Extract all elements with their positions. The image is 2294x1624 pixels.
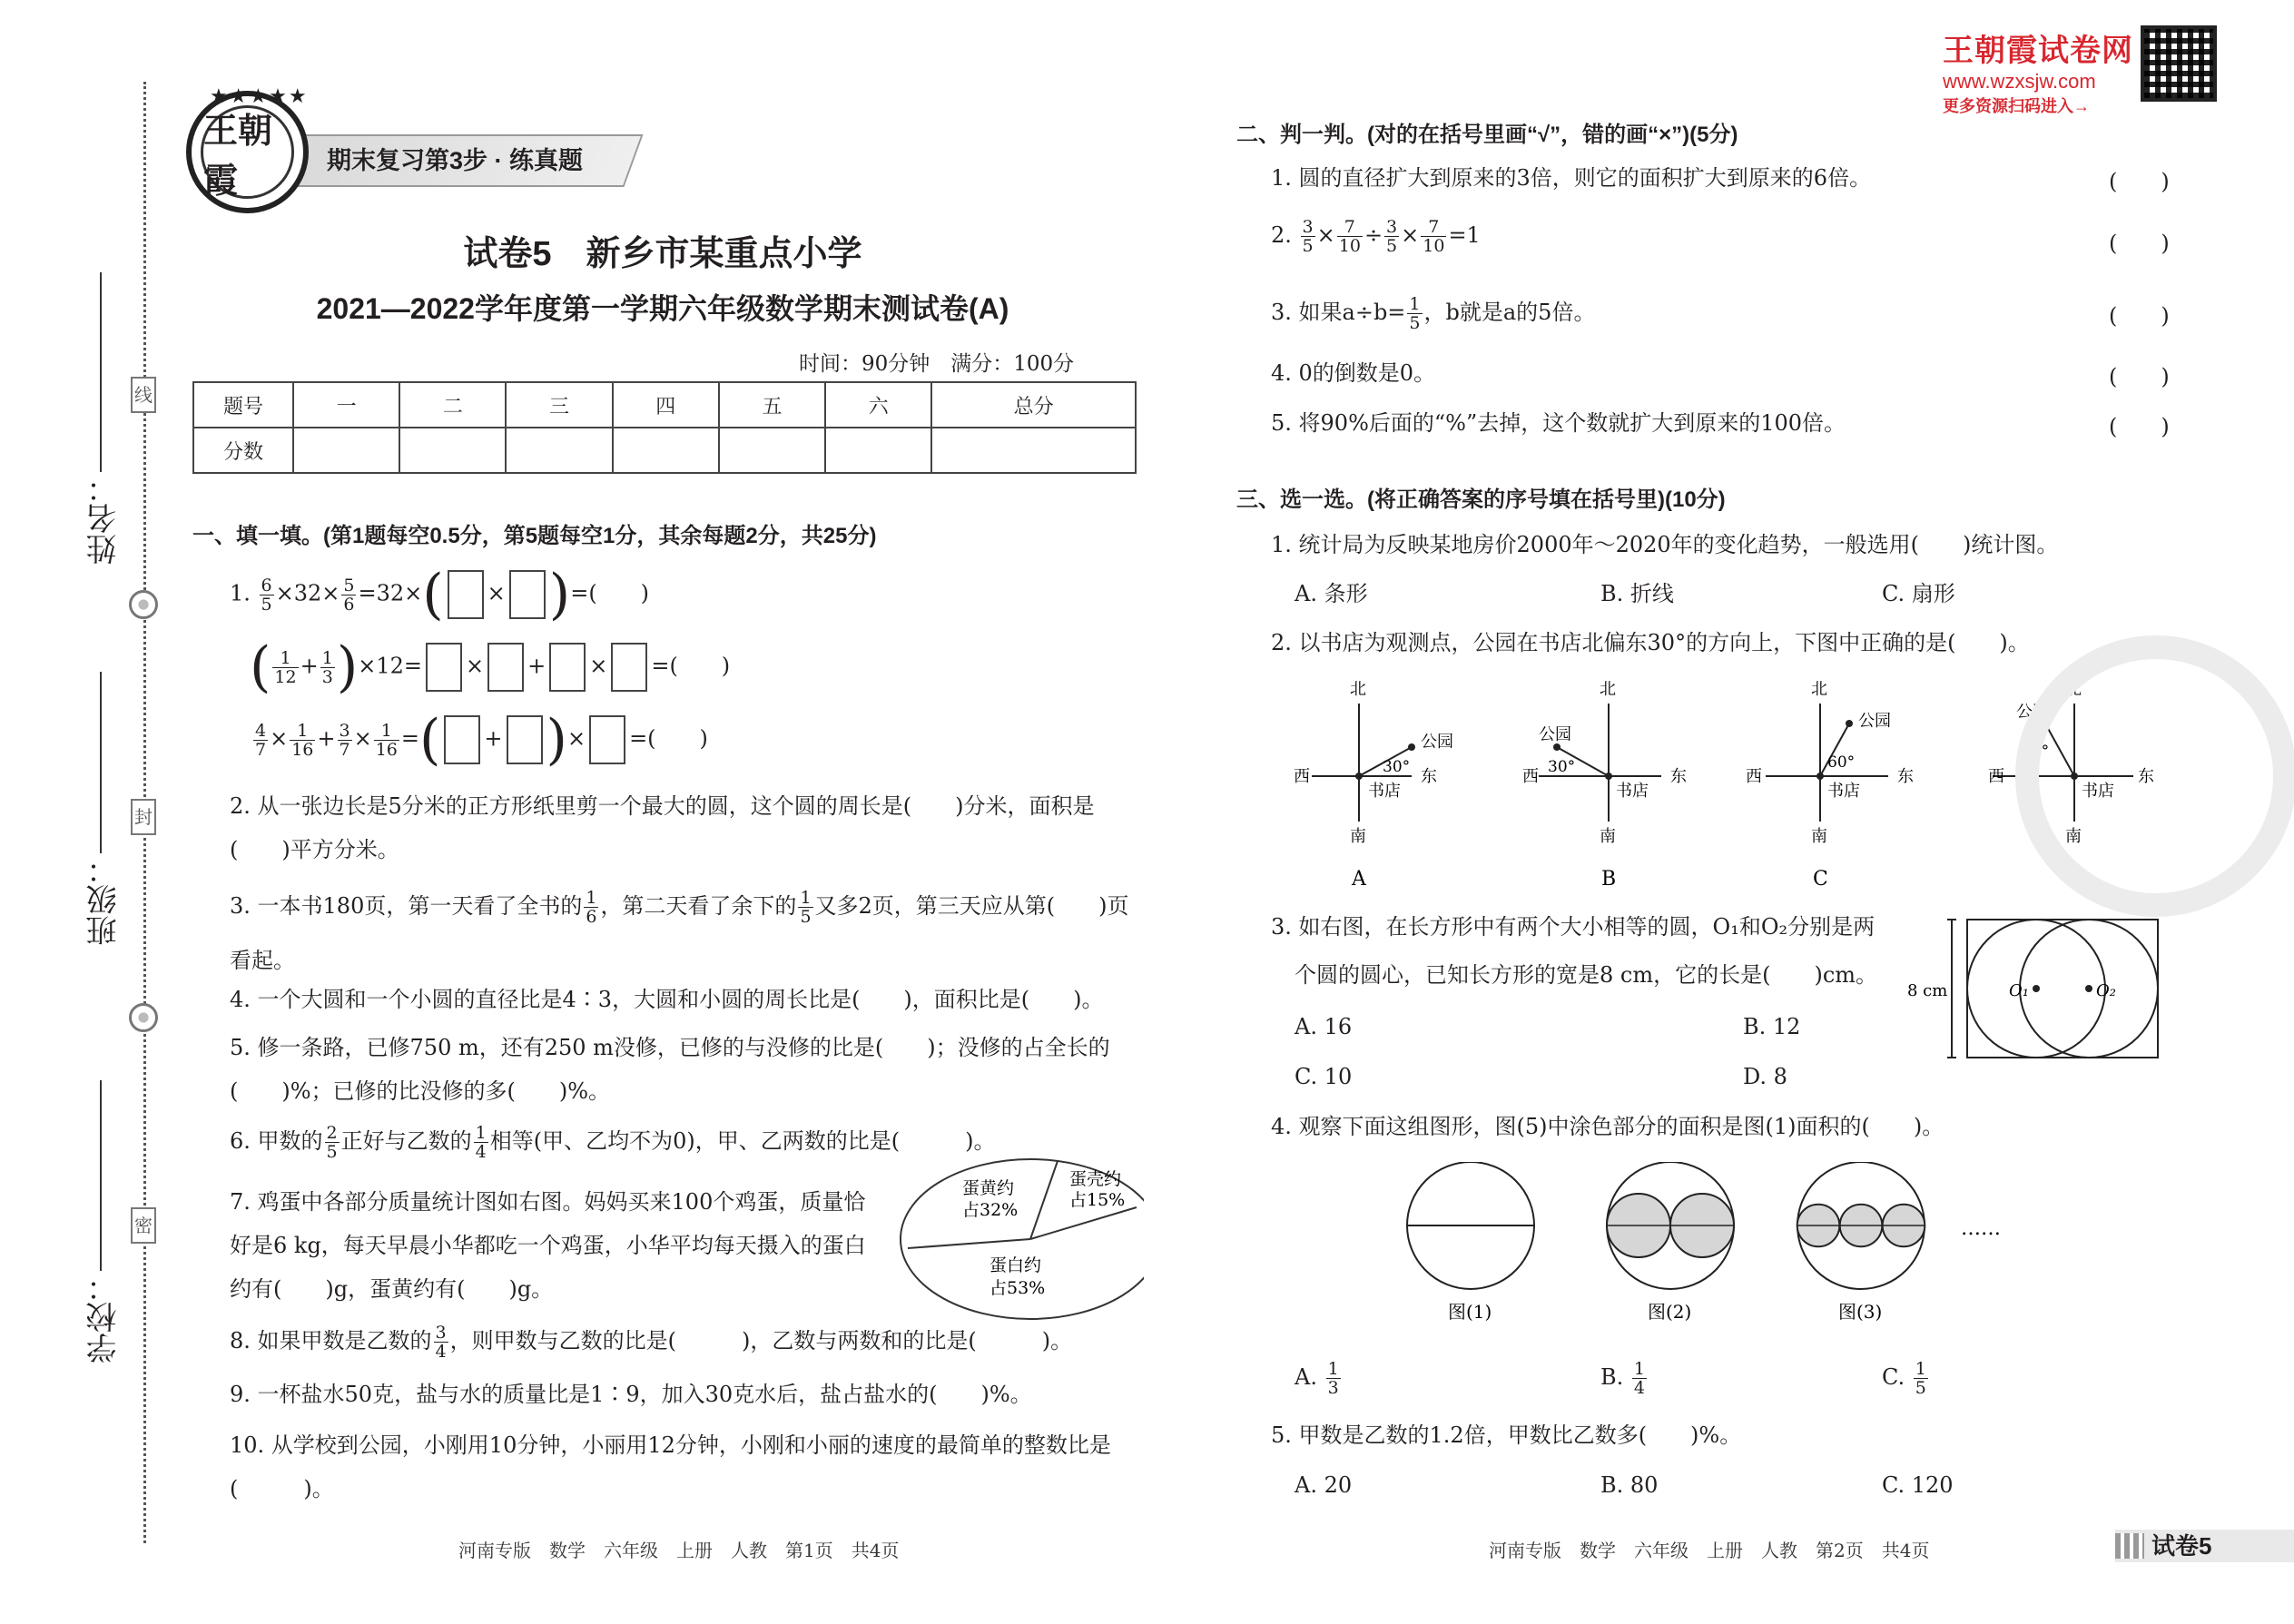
judge-q3: 3. 如果a÷b= $\frac{1}{5}$ ，b就是a的5倍。 [1271, 294, 1596, 333]
paper-subtitle: 2021—2022学年度第一学期六年级数学期末测试卷(A) [316, 292, 1009, 325]
svg-text:O₂: O₂ [2096, 981, 2116, 1000]
choice-q1-opt-c[interactable]: C. 扇形 [1882, 581, 1955, 606]
score-cell: 二 [399, 382, 506, 428]
figure-ellipsis: …… [1961, 1217, 2001, 1240]
svg-text:南: 南 [2065, 827, 2082, 846]
watermark-stamp-icon [2015, 635, 2294, 917]
paper-number-tab: 试卷5 [2115, 1530, 2294, 1562]
q5: 5. 修一条路，已修750 m，还有250 m没修，已修的与没修的比是( )；没修的占全长的( )%；已修的比没修的多( )%。 [230, 1035, 1110, 1104]
choice-q4-opt-c[interactable]: C. $\frac{1}{5}$ [1882, 1359, 1926, 1398]
choice-q1-opt-b[interactable]: B. 折线 [1600, 581, 1674, 606]
section2-heading: 二、判一判。(对的在括号里画“√”，错的画“×”)(5分) [1236, 123, 1738, 147]
svg-text:公园: 公园 [1858, 712, 1891, 731]
choice-q2: 2. 以书店为观测点，公园在书店北偏东30°的方向上，下图中正确的是( )。 [1271, 630, 2030, 655]
q2: 2. 从一张边长是5分米的正方形纸里剪一个最大的圆，这个圆的周长是( )分米，面积是( )平方分米。 [230, 793, 1095, 862]
svg-text:东: 东 [1670, 767, 1687, 786]
score-table [192, 381, 1137, 474]
section3-heading: 三、选一选。(将正确答案的序号填在括号里)(10分) [1236, 487, 1726, 512]
choice-q4: 4. 观察下面这组图形，图(5)中涂色部分的面积是图(1)面积的( )。 [1271, 1114, 1944, 1139]
section1-heading: 一、填一填。(第1题每空0.5分，第5题每空1分，其余每题2分，共25分) [192, 524, 877, 548]
score-input[interactable] [931, 428, 1136, 473]
pie-label-yolk: 蛋黄约 [962, 1178, 1015, 1198]
svg-text:D: D [2067, 868, 2083, 891]
pie-label-yolk-pct: 占32% [962, 1200, 1019, 1220]
grid-icon [2115, 1533, 2144, 1559]
class-field[interactable] [82, 672, 122, 946]
pie-label-shell-pct: 占15% [1069, 1190, 1126, 1210]
figure-2 [1607, 1162, 1734, 1323]
svg-text:北: 北 [1600, 680, 1616, 699]
choice-q1: 1. 统计局为反映某地房价2000年～2020年的变化趋势，一般选用( )统计图。 [1271, 532, 2059, 557]
score-cell: 五 [719, 382, 825, 428]
svg-text:60°: 60° [1827, 753, 1856, 772]
q4: 4. 一个大圆和一个小圆的直径比是4∶3，大圆和小圆的周长比是( )，面积比是( )。 [230, 987, 1104, 1012]
answer-box[interactable] [444, 715, 480, 764]
svg-text:图(1): 图(1) [1448, 1301, 1492, 1323]
review-banner: 期末复习第3步 · 练真题 [279, 134, 643, 187]
svg-text:30°: 30° [1383, 758, 1411, 776]
choice-q5-opt-c[interactable]: C. 120 [1882, 1472, 1954, 1498]
q10: 10. 从学校到公园，小刚用10分钟，小丽用12分钟，小刚和小丽的速度的最简单的整数比是( )。 [230, 1432, 1111, 1501]
answer-box[interactable] [426, 643, 462, 692]
svg-text:图(3): 图(3) [1838, 1301, 1883, 1323]
score-value-row [193, 428, 1136, 473]
score-cell: 总分 [931, 382, 1136, 428]
score-label: 分数 [193, 428, 293, 473]
score-header-row [193, 382, 1136, 428]
compass-b [1522, 680, 1687, 891]
answer-box[interactable] [549, 643, 586, 692]
judge-paren[interactable]: ( ) [2109, 231, 2170, 256]
svg-text:南: 南 [1350, 827, 1366, 846]
answer-box[interactable] [611, 643, 647, 692]
svg-text:西: 西 [1294, 767, 1310, 786]
figure-3 [1797, 1162, 1925, 1323]
score-cell: 题号 [193, 382, 293, 428]
svg-text:北: 北 [2065, 680, 2082, 699]
brand-logo [186, 85, 309, 213]
crown-icon: ★★★★★ [210, 85, 309, 108]
svg-text:书店: 书店 [2082, 782, 2114, 801]
site-url[interactable]: www.wzxsjw.com [1943, 70, 2096, 93]
class-line [100, 672, 118, 853]
score-input[interactable] [825, 428, 931, 473]
svg-text:书店: 书店 [1827, 782, 1860, 801]
cut-mark-line: 线 [131, 377, 156, 413]
choice-q1-opt-a[interactable]: A. 条形 [1295, 581, 1368, 606]
choice-q4-opt-a[interactable]: A. $\frac{1}{3}$ [1295, 1359, 1339, 1398]
choice-q3-opt-b[interactable]: B. 12 [1743, 1014, 1801, 1039]
judge-paren[interactable]: ( ) [2109, 169, 2170, 194]
score-cell: 一 [293, 382, 399, 428]
svg-text:公园: 公园 [1421, 733, 1453, 752]
answer-box[interactable] [589, 715, 625, 764]
svg-text:30°: 30° [1548, 758, 1576, 776]
choice-q3-line2: 个圆的圆心，已知长方形的宽是8 cm，它的长是( )cm。 [1295, 962, 1878, 988]
choice-q3-opt-a[interactable]: A. 16 [1295, 1014, 1353, 1039]
svg-text:O₁: O₁ [2009, 981, 2029, 1000]
svg-text:西: 西 [1988, 767, 2004, 786]
svg-text:西: 西 [1746, 767, 1762, 786]
judge-q1: 1. 圆的直径扩大到原来的3倍，则它的面积扩大到原来的6倍。 [1271, 165, 1872, 191]
svg-text:东: 东 [1421, 767, 1437, 786]
svg-text:30°: 30° [2022, 743, 2050, 761]
choice-q3-line1: 3. 如右图，在长方形中有两个大小相等的圆，O₁和O₂分别是两 [1271, 914, 1876, 940]
figure-1 [1407, 1162, 1534, 1323]
school-label: 学校： [87, 1271, 122, 1363]
site-more: 更多资源扫码进入→ [1943, 97, 2090, 115]
judge-paren[interactable]: ( ) [2109, 414, 2170, 439]
svg-text:C: C [1813, 868, 1828, 891]
svg-text:A: A [1352, 868, 1366, 891]
compass-c [1746, 680, 1914, 891]
site-header [1943, 25, 2133, 117]
judge-q2: 2. $\frac{3}{5}$ × $\frac{7}{10}$ ÷ $\frac{3}{5}$ × $\frac{7}{10}$ =1 [1271, 217, 1481, 256]
name-field[interactable] [82, 272, 122, 565]
binding-stud [129, 1003, 158, 1032]
choice-q3-opt-d[interactable]: D. 8 [1743, 1064, 1787, 1089]
q1-3: $\frac{4}{7}$ × $\frac{1}{16}$ + $\frac{3}{7}$ × $\frac{1}{16}$ =( + )× =( ) [255, 708, 708, 772]
footer-left: 河南专版 数学 六年级 上册 人教 第1页 共4页 [458, 1540, 900, 1561]
q1-1: 1. $\frac{6}{5}$ ×32× $\frac{5}{6}$ =32×( × )=( ) [230, 563, 650, 626]
score-input[interactable] [506, 428, 612, 473]
svg-text:东: 东 [2138, 767, 2154, 786]
choice-q5: 5. 甲数是乙数的1.2倍，甲数比乙数多( )%。 [1271, 1422, 1742, 1448]
name-line [100, 272, 118, 472]
q8: 8. 如果甲数是乙数的 $\frac{3}{4}$ ，则甲数与乙数的比是( )，乙数与两数和的比是( )。 [230, 1323, 1073, 1362]
site-brand: 王朝霞试卷网 [1943, 34, 2133, 68]
svg-text:公园: 公园 [1539, 725, 1571, 744]
binding-stud [129, 590, 158, 619]
score-cell: 六 [825, 382, 931, 428]
school-line [100, 1080, 118, 1271]
svg-text:南: 南 [1811, 827, 1827, 846]
svg-text:北: 北 [1350, 680, 1366, 699]
q6: 6. 甲数的 $\frac{2}{5}$ 正好与乙数的 $\frac{1}{4}$ 相等(甲、乙均不为0)，甲、乙两数的比是( )。 [230, 1123, 996, 1162]
svg-text:南: 南 [1600, 827, 1616, 846]
choice-q3-opt-c[interactable]: C. 10 [1295, 1064, 1353, 1089]
qr-code-icon[interactable] [2141, 25, 2217, 102]
choice-q5-opt-b[interactable]: B. 80 [1600, 1472, 1659, 1498]
judge-q5: 5. 将90%后面的“%”去掉，这个数就扩大到原来的100倍。 [1271, 410, 1846, 436]
answer-box[interactable] [509, 570, 546, 619]
pie-label-white: 蛋白约 [989, 1255, 1042, 1275]
answer-box[interactable] [448, 570, 484, 619]
rectangle-circles-diagram [1902, 912, 2165, 1067]
svg-text:公园: 公园 [2016, 703, 2049, 722]
rect-width-label: 8 cm [1907, 981, 1948, 1000]
score-input[interactable] [399, 428, 506, 473]
judge-paren[interactable]: ( ) [2109, 303, 2170, 329]
q7: 7. 鸡蛋中各部分质量统计图如右图。妈妈买来100个鸡蛋，质量恰好是6 kg，每天早晨小华都吃一个鸡蛋，小华平均每天摄入的蛋白约有( )g，蛋黄约有( )g。 [230, 1189, 866, 1302]
answer-box[interactable] [507, 715, 543, 764]
svg-text:西: 西 [1522, 767, 1539, 786]
judge-q4: 4. 0的倒数是0。 [1271, 360, 1436, 386]
name-label: 姓名： [87, 472, 122, 565]
svg-text:书店: 书店 [1368, 782, 1401, 801]
score-input[interactable] [719, 428, 825, 473]
svg-text:图(2): 图(2) [1648, 1301, 1692, 1323]
svg-text:B: B [1601, 868, 1617, 891]
svg-text:北: 北 [1811, 680, 1827, 699]
score-input[interactable] [613, 428, 719, 473]
q9: 9. 一杯盐水50克，盐与水的质量比是1∶9，加入30克水后，盐占盐水的( )%。 [230, 1382, 1032, 1407]
school-field[interactable] [82, 1080, 122, 1363]
answer-box[interactable] [487, 643, 524, 692]
score-cell: 三 [506, 382, 612, 428]
cut-mark-secret: 密 [131, 1207, 156, 1244]
svg-text:东: 东 [1897, 767, 1914, 786]
score-cell: 四 [613, 382, 719, 428]
svg-text:书店: 书店 [1616, 782, 1649, 801]
class-label: 班级： [87, 853, 122, 946]
pie-label-white-pct: 占53% [989, 1278, 1046, 1298]
q3: 3. 一本书180页，第一天看了全书的 $\frac{1}{6}$ ，第二天看了余下的 $\frac{1}{5}$ 又多2页，第三天应从第( )页看起。 [230, 888, 1129, 973]
circle-pattern-figures [1398, 1162, 2033, 1334]
pie-label-shell: 蛋壳约 [1069, 1169, 1122, 1189]
choice-q4-opt-b[interactable]: B. $\frac{1}{4}$ [1600, 1359, 1645, 1398]
q1-2: ( $\frac{1}{12}$ + $\frac{1}{3}$ )×12= × + × =( ) [250, 635, 731, 699]
compass-a [1294, 680, 1453, 891]
choice-q5-opt-a[interactable]: A. 20 [1295, 1472, 1353, 1498]
paper-title: 试卷5 新乡市某重点小学 [463, 235, 862, 273]
score-input[interactable] [293, 428, 399, 473]
judge-paren[interactable]: ( ) [2109, 364, 2170, 389]
time-info: 时间：90分钟 满分：100分 [799, 352, 1075, 376]
egg-pie-chart [899, 1157, 1144, 1321]
footer-right: 河南专版 数学 六年级 上册 人教 第2页 共4页 [1489, 1540, 1930, 1561]
binding-margin [0, 0, 182, 1624]
cut-mark-seal: 封 [131, 799, 156, 835]
logo-text: 王朝霞 [201, 105, 294, 199]
